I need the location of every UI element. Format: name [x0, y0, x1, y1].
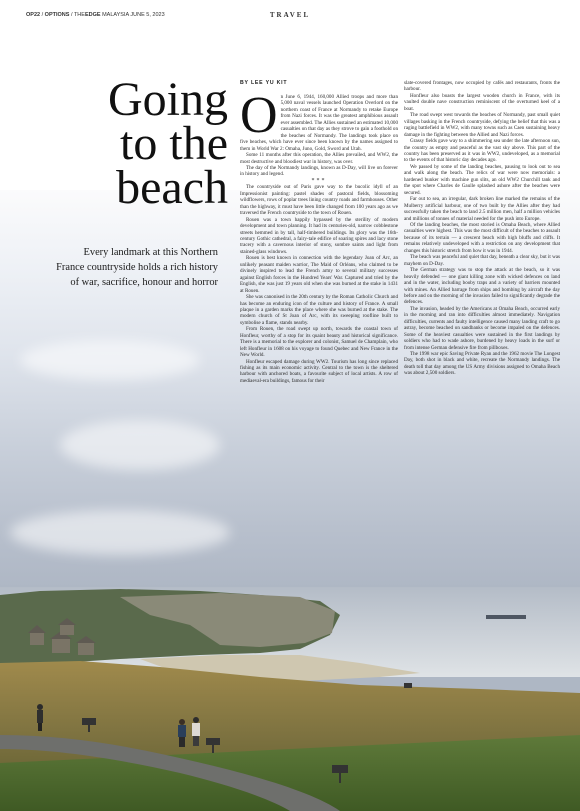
headline: [78, 73, 228, 214]
paragraph: Honfleur escaped damage during WW2. Tourism has long since replaced fishing as its main economic activity. Central to the town is the sheltered harbour with anchored boats, a favourite subject of local artists. A row of mediaeval-era buildings, famous for their: [240, 358, 398, 384]
section-small: OPTIONS: [44, 12, 70, 18]
section-title: TRAVEL: [269, 11, 311, 19]
cloud: [60, 420, 220, 470]
header-separator: /: [70, 12, 73, 18]
landscape-photo: [0, 585, 580, 811]
standfirst: Every landmark at this Northern France countryside holds a rich history of war, sacrifice, honour and horror: [56, 247, 218, 288]
paragraph: From Rouen, the road swept up north, towards the coastal town of Honfleur, worthy of a stop for its quaint beauty and historical significance. There is a memorial to the explorer and colonist, Samuel de Champlain, who left Honfleur in 1608 on his voyage to found Quebec and New France in the New World.: [240, 326, 398, 359]
page-number: OP22: [26, 12, 41, 18]
header-separator: /: [41, 12, 44, 18]
publication-the: THE: [73, 12, 85, 18]
publication-edge: EDGE: [84, 12, 101, 18]
cloud: [10, 510, 230, 555]
article-column-2: [404, 80, 560, 377]
paragraph: n June 6, 1944, 160,000 Allied troops and more than 5,000 naval vessels launched Operation Overlord on the northern coast of France at Normandy to retake Europe from Nazi forces. It was the greatest amphibious assault ever assembled. The Allies sustained an estimated 10,000 casualties on that day as they strove to gain a foothold on the beaches of Normandy. The landings took place on five beaches, which have ever since been known by the names assigned to them in World War 2: Omaha, Juno, Gold, Sword and Utah.: [240, 94, 398, 152]
paragraph: Of the landing beaches, the most storied is Omaha Beach, where Allied casualties were highest. This was the most difficult of the beaches to assault because of its terrain — a crescent beach with high bluffs and cliffs. It remains relatively undeveloped with a restriction on any development that changes this historic stretch from how it was in 1944.: [404, 221, 560, 254]
drop-cap: O: [240, 87, 278, 144]
omaha-beach-photo: [0, 585, 580, 811]
paragraph: The invasion, headed by the Americans at Omaha Beach, occurred early in the morning and ran into difficulties almost immediately. Navigation difficulties, currents and faulty intelligence caused many landing craft to go astray, become beached on sandbanks or become impaled on the defences. Some of the heaviest casualties were sustained in the first landings by soldiers who had to wade ashore, burdened by heavy loads in the surf or from intense German defensive fire from pillboxes.: [404, 305, 560, 351]
paragraph: slate-covered frontages, now occupied by cafés and restaurants, fronts the harbour.: [404, 80, 560, 93]
intro-paragraph: [240, 87, 398, 152]
paragraph: The beach was peaceful and quiet that day, beneath a clear sky, but it was mayhem on D-Day.: [404, 254, 560, 267]
byline: BY LEE YU KIT: [240, 80, 288, 86]
paragraph: Rouen was a town happily bypassed by the sterility of modern development and town planning. It had its centuries-old, narrow cobblestone streets hemmed in by tall, half-timbered buildings. Its glory was the 16th-century Gothic cathedral, a fairy-tale edifice of soaring spires and lacy stone tracery with a cavernous interior of stony, sombre saints and light from stained-glass windows.: [240, 216, 398, 255]
paragraph: The countryside out of Paris gave way to the bucolic idyll of an Impressionist painting: pastel shades of pastoral fields, blossoming wildflowers, rows of poplar trees lining country roads and farmhouses. Other than the highway, it must have been little changed from 100 years ago as we traversed the French countryside to the town of Rouen.: [240, 184, 398, 217]
headline-line: to the: [120, 117, 228, 170]
section-separator: ***: [311, 177, 327, 184]
page-header: [26, 8, 554, 24]
paragraph: Honfleur also boasts the largest wooden church in France, with its vaulted double nave construction reminiscent of the overturned keel of a boat.: [404, 92, 560, 112]
paragraph: We passed by some of the landing beaches, pausing to look out to sea and walk along the beach. The relics of war were now memorials: a hardened bunker with machine gun slits, an old WW2 Churchill tank and the spot where Charles de Gaulle splashed ashore after the beaches were secured.: [404, 163, 560, 196]
paragraph: Rouen is best known in connection with the legendary Joan of Arc, an unlikely peasant maiden warrior, The Maid of Orléans, who claimed to be divinely inspired to lead the French army to several military successes against English forces in the Hundred Years' War. Captured and tried by the English, she was just 19 years old when she was burned at the stake in 1431 at Rouen.: [240, 255, 398, 294]
issue-date: JUNE 5, 2023: [130, 12, 165, 18]
headline-line: Going: [108, 73, 228, 126]
paragraph: Far out to sea, an irregular, dark broken line marked the remains of the Mulberry artificial harbour, one of two built by the Allies after they had successfully taken the beach to land 2.5 million men, half a million vehicles and millions of tonnes of material needed for the push into Europe.: [404, 196, 560, 222]
paragraph: She was canonised in the 20th century by the Roman Catholic Church and has become an enduring icon of the culture and history of France. A small plaque in a garden marks the place where she was burned at the stake. The modern church of St Joan of Arc, with its sweeping roofline built to symbolise a flame, stands nearby.: [240, 294, 398, 326]
paragraph: The 1998 war epic Saving Private Ryan and the 1962 movie The Longest Day, both shot in black and white, recreate the Normandy landings. The death toll that day among the US Army divisions assigned to Omaha Beach was about 2,500 soldiers.: [404, 351, 560, 377]
paragraph: Grassy fields gave way to a shimmering sea under the late afternoon sun, the country as empty and peaceful as the vast sky above. This part of the country has been preserved as it was in WW2, undeveloped, as a memorial to the events of that historic day decades ago.: [404, 138, 560, 164]
cloud: [20, 340, 200, 380]
article-column-1: [240, 87, 398, 384]
publication-country: MALAYSIA: [102, 12, 129, 18]
paragraph: Some 11 months after this operation, the Allies prevailed, and WW2, the most destructive and bloodiest war in history, was over.: [240, 152, 398, 165]
paragraph: The road swept west towards the beaches of Normandy, past small quiet villages basking in the French countryside, defying the belief that this was a raging battlefield in WW2, with many towns such as Caen sustaining heavy damage in the fighting between the Allied and Nazi forces.: [404, 112, 560, 138]
paragraph: The German strategy was to stop the attack at the beach, so it was heavily defended — one giant killing zone with wicked defences on land and in the water, including booby traps and a variety of barriers mounted with mines. An Allied barrage from ships and bombing by aircraft the day before and on the morning of the invasion failed to significantly degrade the defences.: [404, 267, 560, 306]
paragraph: The day of the Normandy landings, known as D-Day, will live on forever in history and legend.: [240, 164, 398, 178]
headline-line: beach: [116, 161, 228, 214]
